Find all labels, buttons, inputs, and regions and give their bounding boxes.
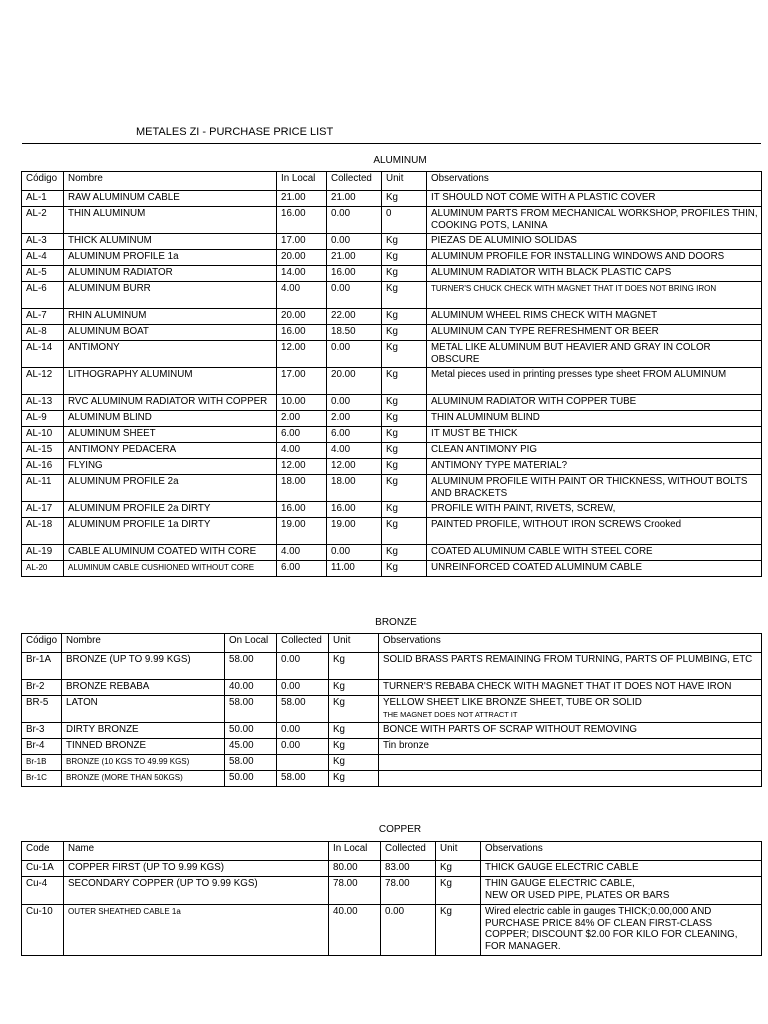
row-observations: TURNER'S REBABA CHECK WITH MAGNET THAT IT DOES NOT HAVE IRON — [379, 680, 762, 696]
row-observations: Metal pieces used in printing presses type sheet FROM ALUMINUM — [427, 368, 762, 395]
row-collected-price: 18.00 — [327, 475, 382, 502]
row-code: AL-10 — [22, 427, 64, 443]
row-code: AL-11 — [22, 475, 64, 502]
header-collected: Collected — [381, 842, 436, 861]
row-observations: PIEZAS DE ALUMINIO SOLIDAS — [427, 234, 762, 250]
row-collected-price: 19.00 — [327, 518, 382, 545]
row-code: Br-1A — [22, 653, 62, 680]
table-row — [22, 368, 762, 395]
row-name: SECONDARY COPPER (UP TO 9.99 KGS) — [64, 877, 329, 905]
row-local-price: 4.00 — [277, 282, 327, 309]
row-observations: PROFILE WITH PAINT, RIVETS, SCREW, — [427, 502, 762, 518]
row-observations: IT SHOULD NOT COME WITH A PLASTIC COVER — [427, 191, 762, 207]
row-observations: ALUMINUM WHEEL RIMS CHECK WITH MAGNET — [427, 309, 762, 325]
row-code: Cu-10 — [22, 905, 64, 956]
row-name: LITHOGRAPHY ALUMINUM — [64, 368, 277, 395]
table-row — [22, 723, 762, 739]
table-header-row — [22, 634, 762, 653]
header-code: Código — [22, 172, 64, 191]
row-local-price: 40.00 — [225, 680, 277, 696]
row-unit: Kg — [382, 395, 427, 411]
section-title-copper: COPPER — [378, 824, 422, 835]
row-observations: TURNER'S CHUCK CHECK WITH MAGNET THAT IT DOES NOT BRING IRON — [427, 282, 762, 309]
row-collected-price: 58.00 — [277, 771, 329, 787]
row-code: AL-17 — [22, 502, 64, 518]
table-row — [22, 341, 762, 368]
row-local-price: 12.00 — [277, 459, 327, 475]
header-code: Código — [22, 634, 62, 653]
row-unit: Kg — [382, 266, 427, 282]
table-row — [22, 877, 762, 905]
row-observations: ALUMINUM PROFILE FOR INSTALLING WINDOWS AND DOORS — [427, 250, 762, 266]
row-name: ALUMINUM PROFILE 2a DIRTY — [64, 502, 277, 518]
table-row — [22, 395, 762, 411]
row-collected-price: 18.50 — [327, 325, 382, 341]
row-collected-price — [277, 755, 329, 771]
row-code: Br-1B — [22, 755, 62, 771]
row-name: ALUMINUM RADIATOR — [64, 266, 277, 282]
header-name: Name — [64, 842, 329, 861]
row-local-price: 17.00 — [277, 234, 327, 250]
row-name: DIRTY BRONZE — [62, 723, 225, 739]
row-unit: Kg — [329, 739, 379, 755]
header-observations: Observations — [379, 634, 762, 653]
table-row — [22, 739, 762, 755]
row-unit: Kg — [382, 325, 427, 341]
row-observations: CLEAN ANTIMONY PIG — [427, 443, 762, 459]
row-collected-price: 0.00 — [327, 341, 382, 368]
row-unit: Kg — [329, 755, 379, 771]
row-code: AL-14 — [22, 341, 64, 368]
row-observations: UNREINFORCED COATED ALUMINUM CABLE — [427, 561, 762, 577]
table-row — [22, 561, 762, 577]
table-row — [22, 518, 762, 545]
row-collected-price: 0.00 — [277, 680, 329, 696]
row-observations-note: THE MAGNET DOES NOT ATTRACT IT — [383, 709, 518, 719]
table-row — [22, 325, 762, 341]
row-local-price: 20.00 — [277, 309, 327, 325]
row-name: ALUMINUM PROFILE 2a — [64, 475, 277, 502]
row-unit: Kg — [382, 545, 427, 561]
row-local-price: 2.00 — [277, 411, 327, 427]
row-observations-line: NEW OR USED PIPE, PLATES OR BARS — [485, 889, 670, 901]
row-observations: THICK GAUGE ELECTRIC CABLE — [481, 861, 762, 877]
row-observations: THIN ALUMINUM BLIND — [427, 411, 762, 427]
row-collected-price: 6.00 — [327, 427, 382, 443]
row-local-price: 10.00 — [277, 395, 327, 411]
row-collected-price: 0.00 — [327, 545, 382, 561]
section-title-bronze: BRONZE — [375, 617, 417, 628]
header-code: Code — [22, 842, 64, 861]
row-name: ALUMINUM BOAT — [64, 325, 277, 341]
row-unit: Kg — [329, 680, 379, 696]
row-collected-price: 0.00 — [381, 905, 436, 956]
header-unit: Unit — [329, 634, 379, 653]
row-observations: Wired electric cable in gauges THICK;0.00,000 AND PURCHASE PRICE 84% OF CLEAN FIRST-CLASS COPPER; DISCOUNT $2.00 FOR KILO FOR CLEANING, FOR MANAGER. — [481, 905, 762, 956]
row-unit: Kg — [436, 861, 481, 877]
header-unit: Unit — [382, 172, 427, 191]
table-row — [22, 250, 762, 266]
table-row — [22, 207, 762, 234]
row-name: LATON — [62, 696, 225, 723]
row-code: AL-6 — [22, 282, 64, 309]
row-observations: ALUMINUM PARTS FROM MECHANICAL WORKSHOP, PROFILES THIN, COOKING POTS, LANINA — [427, 207, 762, 234]
row-name: ALUMINUM PROFILE 1a DIRTY — [64, 518, 277, 545]
header-observations: Observations — [481, 842, 762, 861]
row-local-price: 58.00 — [225, 653, 277, 680]
row-unit: Kg — [382, 443, 427, 459]
row-name: BRONZE (UP TO 9.99 KGS) — [62, 653, 225, 680]
row-unit: Kg — [329, 653, 379, 680]
row-collected-price: 2.00 — [327, 411, 382, 427]
row-collected-price: 0.00 — [277, 723, 329, 739]
row-unit: 0 — [382, 207, 427, 234]
row-code: AL-7 — [22, 309, 64, 325]
row-observations: COATED ALUMINUM CABLE WITH STEEL CORE — [427, 545, 762, 561]
row-name: ALUMINUM CABLE CUSHIONED WITHOUT CORE — [64, 561, 277, 577]
row-observations: ALUMINUM RADIATOR WITH COPPER TUBE — [427, 395, 762, 411]
row-name: FLYING — [64, 459, 277, 475]
row-name: BRONZE (10 KGS TO 49.99 KGS) — [62, 755, 225, 771]
row-collected-price: 0.00 — [277, 739, 329, 755]
row-collected-price: 21.00 — [327, 191, 382, 207]
table-row — [22, 696, 762, 723]
row-observations: ALUMINUM RADIATOR WITH BLACK PLASTIC CAPS — [427, 266, 762, 282]
table-row — [22, 502, 762, 518]
row-name: TINNED BRONZE — [62, 739, 225, 755]
table-row — [22, 905, 762, 956]
table-header-row — [22, 842, 762, 861]
header-local: In Local — [277, 172, 327, 191]
row-local-price: 14.00 — [277, 266, 327, 282]
row-local-price: 6.00 — [277, 561, 327, 577]
row-observations — [379, 696, 762, 723]
row-unit: Kg — [329, 723, 379, 739]
table-row — [22, 443, 762, 459]
row-collected-price: 21.00 — [327, 250, 382, 266]
row-local-price: 12.00 — [277, 341, 327, 368]
bronze-table — [21, 633, 762, 787]
table-row — [22, 653, 762, 680]
row-code: Br-2 — [22, 680, 62, 696]
row-code: AL-12 — [22, 368, 64, 395]
row-observations: ALUMINUM CAN TYPE REFRESHMENT OR BEER — [427, 325, 762, 341]
row-local-price: 45.00 — [225, 739, 277, 755]
title-rule — [22, 143, 761, 144]
row-code: AL-5 — [22, 266, 64, 282]
row-name: ALUMINUM PROFILE 1a — [64, 250, 277, 266]
row-collected-price: 4.00 — [327, 443, 382, 459]
row-code: Cu-1A — [22, 861, 64, 877]
row-local-price: 6.00 — [277, 427, 327, 443]
row-collected-price: 83.00 — [381, 861, 436, 877]
row-observations: METAL LIKE ALUMINUM BUT HEAVIER AND GRAY IN COLOR OBSCURE — [427, 341, 762, 368]
row-name: RHIN ALUMINUM — [64, 309, 277, 325]
header-collected: Collected — [327, 172, 382, 191]
row-local-price: 58.00 — [225, 755, 277, 771]
row-name: BRONZE REBABA — [62, 680, 225, 696]
section-title-aluminum: ALUMINUM — [373, 155, 427, 166]
row-collected-price: 0.00 — [277, 653, 329, 680]
header-unit: Unit — [436, 842, 481, 861]
row-observations — [379, 771, 762, 787]
table-row — [22, 755, 762, 771]
row-code: AL-8 — [22, 325, 64, 341]
row-code: AL-1 — [22, 191, 64, 207]
row-code: BR-5 — [22, 696, 62, 723]
row-unit: Kg — [382, 341, 427, 368]
row-unit: Kg — [382, 309, 427, 325]
row-observations: BONCE WITH PARTS OF SCRAP WITHOUT REMOVING — [379, 723, 762, 739]
row-name: RAW ALUMINUM CABLE — [64, 191, 277, 207]
row-collected-price: 0.00 — [327, 395, 382, 411]
header-local: In Local — [329, 842, 381, 861]
table-row — [22, 475, 762, 502]
header-observations: Observations — [427, 172, 762, 191]
row-unit: Kg — [382, 561, 427, 577]
row-unit: Kg — [382, 250, 427, 266]
row-collected-price: 0.00 — [327, 282, 382, 309]
row-local-price: 4.00 — [277, 443, 327, 459]
row-unit: Kg — [382, 191, 427, 207]
page-title: METALES ZI - PURCHASE PRICE LIST — [136, 126, 334, 138]
row-code: AL-9 — [22, 411, 64, 427]
row-unit: Kg — [382, 475, 427, 502]
row-name: ALUMINUM SHEET — [64, 427, 277, 443]
row-observations: ALUMINUM PROFILE WITH PAINT OR THICKNESS, WITHOUT BOLTS AND BRACKETS — [427, 475, 762, 502]
table-row — [22, 545, 762, 561]
row-name: CABLE ALUMINUM COATED WITH CORE — [64, 545, 277, 561]
row-name: THIN ALUMINUM — [64, 207, 277, 234]
row-local-price: 18.00 — [277, 475, 327, 502]
row-code: AL-15 — [22, 443, 64, 459]
copper-table — [21, 841, 762, 956]
row-name: RVC ALUMINUM RADIATOR WITH COPPER — [64, 395, 277, 411]
row-observations — [481, 877, 762, 905]
row-observations: ANTIMONY TYPE MATERIAL? — [427, 459, 762, 475]
row-collected-price: 20.00 — [327, 368, 382, 395]
row-observations: PAINTED PROFILE, WITHOUT IRON SCREWS Crooked — [427, 518, 762, 545]
row-collected-price: 11.00 — [327, 561, 382, 577]
row-name: OUTER SHEATHED CABLE 1a — [64, 905, 329, 956]
row-name: ALUMINUM BURR — [64, 282, 277, 309]
row-unit: Kg — [329, 696, 379, 723]
row-observations: SOLID BRASS PARTS REMAINING FROM TURNING, PARTS OF PLUMBING, ETC — [379, 653, 762, 680]
table-row — [22, 266, 762, 282]
header-local: On Local — [225, 634, 277, 653]
table-row — [22, 309, 762, 325]
aluminum-table — [21, 171, 762, 577]
row-code: Br-4 — [22, 739, 62, 755]
row-unit: Kg — [382, 411, 427, 427]
row-code: AL-20 — [22, 561, 64, 577]
row-code: AL-13 — [22, 395, 64, 411]
row-unit: Kg — [382, 282, 427, 309]
table-row — [22, 427, 762, 443]
table-row — [22, 234, 762, 250]
header-collected: Collected — [277, 634, 329, 653]
row-code: AL-19 — [22, 545, 64, 561]
row-collected-price: 12.00 — [327, 459, 382, 475]
table-row — [22, 459, 762, 475]
row-local-price: 80.00 — [329, 861, 381, 877]
row-local-price: 17.00 — [277, 368, 327, 395]
row-observations-line: YELLOW SHEET LIKE BRONZE SHEET, TUBE OR SOLID — [383, 697, 642, 708]
row-observations: Tin bronze — [379, 739, 762, 755]
row-unit: Kg — [436, 877, 481, 905]
row-code: Cu-4 — [22, 877, 64, 905]
row-observations-line: THIN GAUGE ELECTRIC CABLE, — [485, 878, 635, 889]
header-name: Nombre — [62, 634, 225, 653]
row-code: AL-16 — [22, 459, 64, 475]
row-collected-price: 22.00 — [327, 309, 382, 325]
table-row — [22, 861, 762, 877]
row-collected-price: 58.00 — [277, 696, 329, 723]
row-local-price: 20.00 — [277, 250, 327, 266]
row-local-price: 58.00 — [225, 696, 277, 723]
row-observations — [379, 755, 762, 771]
row-local-price: 40.00 — [329, 905, 381, 956]
row-collected-price: 78.00 — [381, 877, 436, 905]
row-collected-price: 16.00 — [327, 502, 382, 518]
row-unit: Kg — [382, 368, 427, 395]
table-header-row — [22, 172, 762, 191]
table-row — [22, 771, 762, 787]
row-unit: Kg — [382, 502, 427, 518]
row-code: AL-3 — [22, 234, 64, 250]
row-local-price: 4.00 — [277, 545, 327, 561]
row-name: THICK ALUMINUM — [64, 234, 277, 250]
row-code: AL-18 — [22, 518, 64, 545]
header-name: Nombre — [64, 172, 277, 191]
row-code: AL-4 — [22, 250, 64, 266]
table-row — [22, 191, 762, 207]
row-unit: Kg — [329, 771, 379, 787]
row-observations: IT MUST BE THICK — [427, 427, 762, 443]
row-code: Br-1C — [22, 771, 62, 787]
row-unit: Kg — [382, 518, 427, 545]
row-collected-price: 16.00 — [327, 266, 382, 282]
row-code: Br-3 — [22, 723, 62, 739]
row-unit: Kg — [436, 905, 481, 956]
row-name: ALUMINUM BLIND — [64, 411, 277, 427]
row-local-price: 16.00 — [277, 207, 327, 234]
row-local-price: 21.00 — [277, 191, 327, 207]
table-row — [22, 411, 762, 427]
row-local-price: 50.00 — [225, 771, 277, 787]
row-local-price: 16.00 — [277, 502, 327, 518]
row-local-price: 19.00 — [277, 518, 327, 545]
row-local-price: 50.00 — [225, 723, 277, 739]
row-local-price: 78.00 — [329, 877, 381, 905]
row-unit: Kg — [382, 234, 427, 250]
row-code: AL-2 — [22, 207, 64, 234]
table-row — [22, 282, 762, 309]
row-name: ANTIMONY — [64, 341, 277, 368]
table-row — [22, 680, 762, 696]
row-collected-price: 0.00 — [327, 234, 382, 250]
row-unit: Kg — [382, 459, 427, 475]
row-name: BRONZE (MORE THAN 50KGS) — [62, 771, 225, 787]
row-name: ANTIMONY PEDACERA — [64, 443, 277, 459]
row-local-price: 16.00 — [277, 325, 327, 341]
row-name: COPPER FIRST (UP TO 9.99 KGS) — [64, 861, 329, 877]
row-collected-price: 0.00 — [327, 207, 382, 234]
row-unit: Kg — [382, 427, 427, 443]
